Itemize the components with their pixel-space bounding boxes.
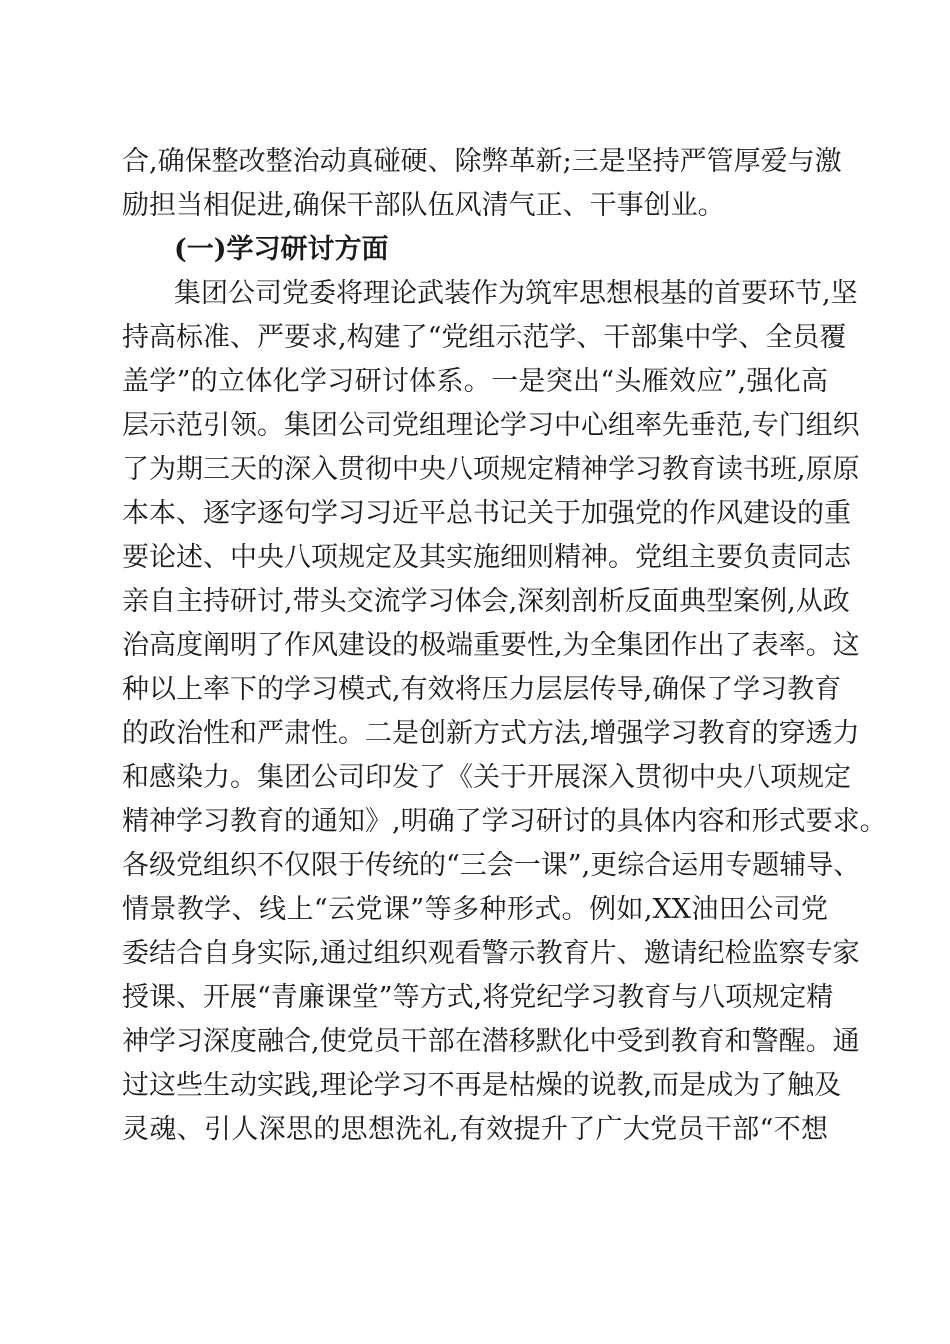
text-line: 委结合自身实际,通过组织观看警示教育片、邀请纪检监察专家 <box>122 938 860 969</box>
text-line: 了为期三天的深入贯彻中央八项规定精神学习教育读书班,原原 <box>122 454 860 485</box>
text-line: 亲自主持研讨,带头交流学习体会,深刻剖析反面典型案例,从政 <box>122 586 850 617</box>
text-line: 的政治性和严肃性。二是创新方式方法,增强学习教育的穿透力 <box>122 718 860 749</box>
paragraph-first-line: 集团公司党委将理论武装作为筑牢思想根基的首要环节,坚 <box>174 278 858 309</box>
section-heading: (一)学习研讨方面 <box>174 234 389 265</box>
text-line: 治高度阐明了作风建设的极端重要性,为全集团作出了表率。这 <box>122 630 860 661</box>
text-line: 授课、开展“青廉课堂”等方式,将党纪学习教育与八项规定精 <box>122 982 834 1013</box>
text-line: 神学习深度融合,使党员干部在潜移默化中受到教育和警醒。通 <box>122 1026 860 1057</box>
text-line: 要论述、中央八项规定及其实施细则精神。党组主要负责同志 <box>122 542 851 573</box>
text-line: 合,确保整改整治动真碰硬、除弊革新;三是坚持严管厚爱与激 <box>122 146 842 177</box>
text-line: 和感染力。集团公司印发了《关于开展深入贯彻中央八项规定 <box>122 762 851 793</box>
text-line: 精神学习教育的通知》,明确了学习研讨的具体内容和形式要求。 <box>122 806 887 837</box>
text-line: 盖学”的立体化学习研讨体系。一是突出“头雁效应”,强化高 <box>122 366 828 397</box>
text-line: 种以上率下的学习模式,有效将压力层层传导,确保了学习教育 <box>122 674 842 705</box>
text-line: 励担当相促进,确保干部队伍风清气正、干事创业。 <box>122 190 725 221</box>
text-line: 本本、逐字逐句学习习近平总书记关于加强党的作风建设的重 <box>122 498 851 529</box>
text-line: 各级党组织不仅限于传统的“三会一课”,更综合运用专题辅导、 <box>122 850 861 881</box>
text-line: 过这些生动实践,理论学习不再是枯燥的说教,而是成为了触及 <box>122 1070 842 1101</box>
text-line: 灵魂、引人深思的思想洗礼,有效提升了广大党员干部“不想 <box>122 1114 828 1145</box>
text-line: 持高标准、严要求,构建了“党组示范学、干部集中学、全员覆 <box>122 322 847 353</box>
text-line: 情景教学、线上“云党课”等多种形式。例如,XX油田公司党 <box>122 894 828 925</box>
text-line: 层示范引领。集团公司党组理论学习中心组率先垂范,专门组织 <box>122 410 860 441</box>
